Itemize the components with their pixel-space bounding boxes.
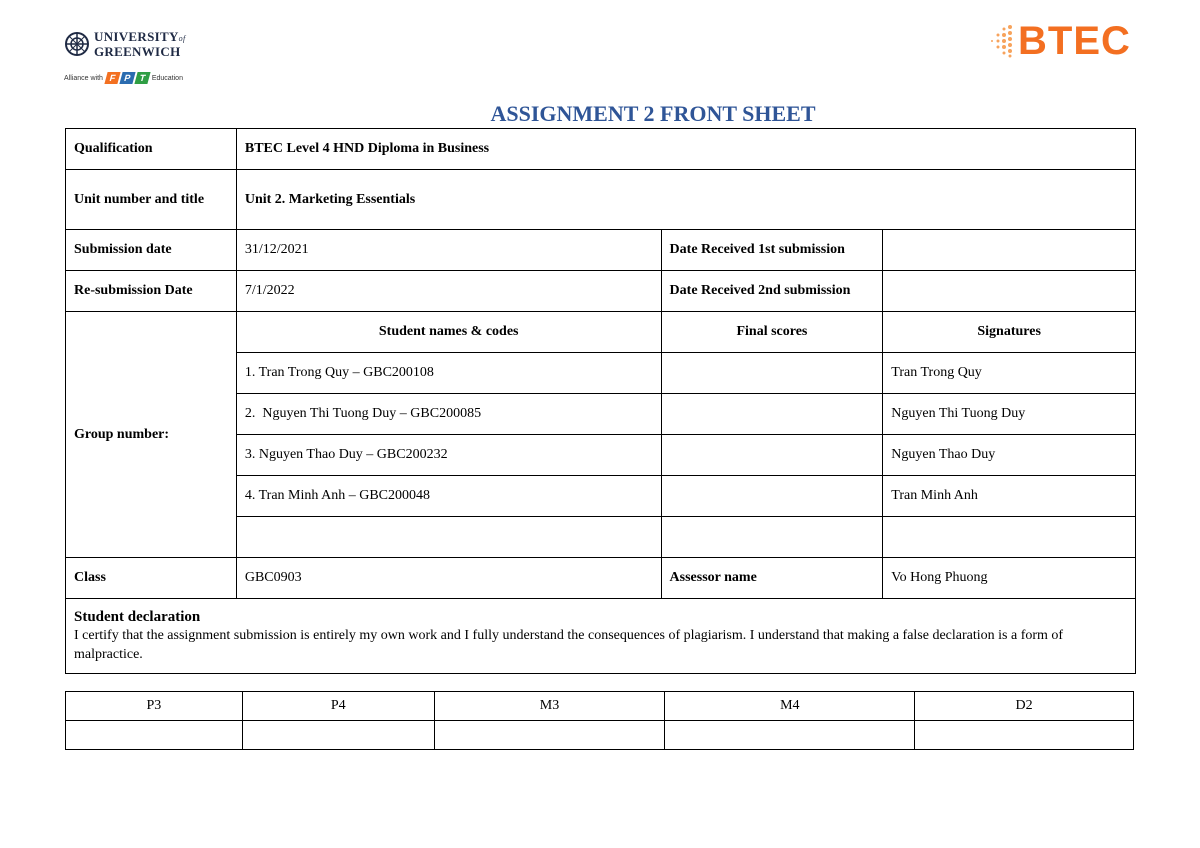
declaration-title: Student declaration — [74, 608, 201, 625]
assessor-value: Vo Hong Phuong — [883, 558, 1136, 599]
student-name: 1. Tran Trong Quy – GBC200108 — [236, 353, 661, 394]
qualification-value: BTEC Level 4 HND Diploma in Business — [236, 129, 1135, 170]
fpt-alliance: Alliance with F P T Education — [64, 73, 183, 83]
group-number-label: Group number: — [66, 312, 237, 558]
grade-header-m3: M3 — [434, 692, 665, 721]
student-signature: Tran Minh Anh — [883, 476, 1136, 517]
scores-header: Final scores — [661, 312, 883, 353]
students-header: Student names & codes — [236, 312, 661, 353]
grade-header-m4: M4 — [665, 692, 915, 721]
student-score — [661, 517, 883, 558]
grade-value-p4 — [242, 721, 434, 750]
submission-date-value: 31/12/2021 — [236, 230, 661, 271]
fpt-letter-t: T — [134, 72, 150, 84]
unit-value: Unit 2. Marketing Essentials — [236, 170, 1135, 230]
class-value: GBC0903 — [236, 558, 661, 599]
grade-header-p4: P4 — [242, 692, 434, 721]
grades-table — [65, 691, 1134, 750]
grade-header-p3: P3 — [66, 692, 243, 721]
student-signature: Tran Trong Quy — [883, 353, 1136, 394]
qualification-label: Qualification — [66, 129, 237, 170]
student-name: 3. Nguyen Thao Duy – GBC200232 — [236, 435, 661, 476]
front-sheet-table — [65, 128, 1136, 674]
class-label: Class — [66, 558, 237, 599]
assessor-label: Assessor name — [661, 558, 883, 599]
signatures-header: Signatures — [883, 312, 1136, 353]
btec-logo — [988, 18, 1138, 64]
university-crest-icon — [64, 31, 90, 57]
received-2nd-label: Date Received 2nd submission — [661, 271, 883, 312]
declaration-text: I certify that the assignment submission is entirely my own work and I fully understand the consequences of plagiarism. I understand that making a false declaration is a form of malpractice. — [74, 627, 1064, 662]
fpt-letter-p: P — [119, 72, 135, 84]
university-name: UNIVERSITYof GREENWICH — [94, 29, 186, 59]
student-name — [236, 517, 661, 558]
resubmission-date-label: Re-submission Date — [66, 271, 237, 312]
student-declaration — [66, 599, 1136, 674]
grade-header-d2: D2 — [915, 692, 1134, 721]
student-signature: Nguyen Thao Duy — [883, 435, 1136, 476]
submission-date-label: Submission date — [66, 230, 237, 271]
student-signature — [883, 517, 1136, 558]
grade-value-m3 — [434, 721, 665, 750]
student-score — [661, 435, 883, 476]
btec-wordmark: BTEC — [1018, 18, 1131, 63]
page-title: ASSIGNMENT 2 FRONT SHEET — [490, 101, 816, 126]
student-signature: Nguyen Thi Tuong Duy — [883, 394, 1136, 435]
student-name: 4. Tran Minh Anh – GBC200048 — [236, 476, 661, 517]
received-2nd-value — [883, 271, 1136, 312]
grade-value-m4 — [665, 721, 915, 750]
received-1st-label: Date Received 1st submission — [661, 230, 883, 271]
student-score — [661, 476, 883, 517]
student-name: 2. Nguyen Thi Tuong Duy – GBC200085 — [236, 394, 661, 435]
university-logo — [64, 30, 204, 90]
grade-value-d2 — [915, 721, 1134, 750]
student-score — [661, 353, 883, 394]
received-1st-value — [883, 230, 1136, 271]
resubmission-date-value: 7/1/2022 — [236, 271, 661, 312]
unit-label: Unit number and title — [66, 170, 237, 230]
btec-dots-icon — [988, 23, 1016, 59]
fpt-letter-f: F — [104, 72, 120, 84]
grade-value-p3 — [66, 721, 243, 750]
student-score — [661, 394, 883, 435]
